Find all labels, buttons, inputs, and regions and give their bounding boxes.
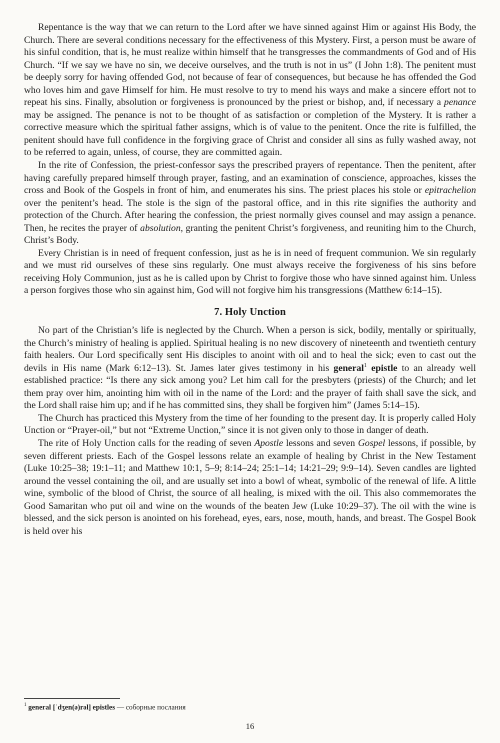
text-run: may be assigned. The penance is not to be thought of as satisfaction or completion of the Mystery. It is rather a corrective measure which the spiritual father assigns, which is of value to the penitent. Once the rite is fulfilled, the penitent should have full confidence in the forgiving grace of Christ and consider all sins as fully washed away, not to be referred to again, unless, of course, they are committed again. xyxy=(24,109,476,159)
paragraph xyxy=(24,325,476,413)
text-run: , granting the penitent Christ’s forgiveness, and reuniting him to the Church, Christ’s Body. xyxy=(24,222,477,247)
holy-unction-section xyxy=(24,325,476,538)
confession-section xyxy=(24,22,476,298)
text-run: No part of the Christian’s life is neglected by the Church. When a person is sick, bodily, mentally or spiritually, the Church’s ministry of healing is applied. Spiritual healing is no new discovery of nineteenth and twentieth century faith healers. Our Lord specifically sent His disciples to anoint with oil and to heal the sick; even to cast out the devils in His name (Mark 6:12–13). St. James later gives testimony in his xyxy=(24,325,476,374)
text-run: In the rite of Confession, the priest-confessor says the prescribed prayers of repentance. Then the penitent, after having carefully prepared himself through prayer, fasting, and an examination of conscience, approaches, kisses the cross and Book of the Gospels in front of him, and enumerates his sins. The priest places his stole or xyxy=(24,160,476,197)
text-run: lessons, if possible, by seven different priests. Each of the Gospel lessons relate an example of healing by Christ in the New Testament (Luke 10:25–38; 19:1–11; and Matthew 10:1, 5–9; 8:14–24; 25:1–14; 14:21–29; 9:9–14). Seven candles are lighted around the vessel containing the oil, and are usually set into a bowl of wheat, symbolic of the renewal of life. A little wine, symbolic of the blood of Christ, the source of all healing, is mixed with the oil. This also commemorates the Good Samaritan who put oil and wine on the wounds of the beaten Jew (Luke 10:29–37). The oil with the wine is blessed, and the sick person is anointed on his forehead, eyes, ears, nose, mouth, hands, and breast. The Gospel Book is held over his xyxy=(24,437,477,537)
section-heading-holy-unction: 7. Holy Unction xyxy=(214,307,286,319)
text-run: epitrachelion xyxy=(424,185,476,197)
text-run: Apostle xyxy=(254,437,284,449)
text-run: over the penitent’s head. The stole is the sign of the pastoral office, and in this rite signifies the authority and protection of the Church. After hearing the confession, the priest normally gives counsel and may assign a penance. Then, he recites the prayer of xyxy=(24,197,476,234)
footnote-term: general [ˈdʒen(ə)rəl] epistles xyxy=(28,703,116,712)
text-run: Every Christian is in need of frequent confession, just as he is in need of frequent communion. We sin regularly and we must rid ourselves of these sins regularly. One must always receive the forgiveness of his sins before receiving Holy Communion, just as he is called upon by Christ to forgive those who have sinned against him. Unless a person forgives those who sin against him, God will not forgive him his transgressions (Matthew 6:14–15). xyxy=(24,247,476,297)
paragraph xyxy=(24,248,476,298)
footnote-marker: 1 xyxy=(24,703,27,708)
text-run: penance xyxy=(444,97,476,109)
footnote-reference: 1 xyxy=(363,362,367,369)
text-run: The Church has practiced this Mystery from the time of her founding to the present day. It is properly called Holy Unction or “Prayer-oil,” but not “Extreme Unction,” since it is not given only to those in danger of death. xyxy=(24,412,476,437)
text-run: to an already well established practice: “Is there any sick among you? Let him call for the presbyters (priests) of the Church; and let them pray over him, anointing him with oil in the name of the Lord: and the prayer of faith shall save the sick, and the Lord shall raise him up; and if he has committed sins, they shall be forgiven him” (James 5:14–15). xyxy=(24,362,476,412)
footnote-separator: — xyxy=(115,703,126,712)
text-run: general xyxy=(333,362,364,374)
text-run: lessons and seven xyxy=(283,437,358,449)
paragraph xyxy=(24,438,476,538)
text-run: The rite of Holy Unction calls for the reading of seven xyxy=(38,437,255,449)
text-run: Repentance is the way that we can return to the Lord after we have sinned against Him or against His Body, the Church. There are several conditions necessary for the effectiveness of this Mystery. First, a person must be aware of his sinful condition, that is, he must realize within himself that he transgresses the commandments of God and of His Church. “If we say we have no sin, we deceive ourselves, and the truth is not in us” (I John 1:8). The penitent must be deeply sorry for having offended God, not because of fear of consequences, but because he has offended the God who loves him and gave Himself for him. He must resolve to try to mend his ways and make a sincere effort not to repeat his sins. Finally, absolution or forgiveness is pronounced by the priest or bishop, and, if necessary a xyxy=(24,22,476,109)
page-number: 16 xyxy=(245,721,255,731)
text-run: Gospel xyxy=(357,437,386,449)
text-run: absolution xyxy=(140,222,181,234)
footnote-divider xyxy=(24,698,120,699)
paragraph xyxy=(24,413,476,438)
footnote xyxy=(24,701,476,712)
footnote-translation: соборные послания xyxy=(125,703,186,712)
paragraph xyxy=(24,160,476,248)
text-run: epistle xyxy=(371,362,398,374)
paragraph xyxy=(24,22,476,160)
